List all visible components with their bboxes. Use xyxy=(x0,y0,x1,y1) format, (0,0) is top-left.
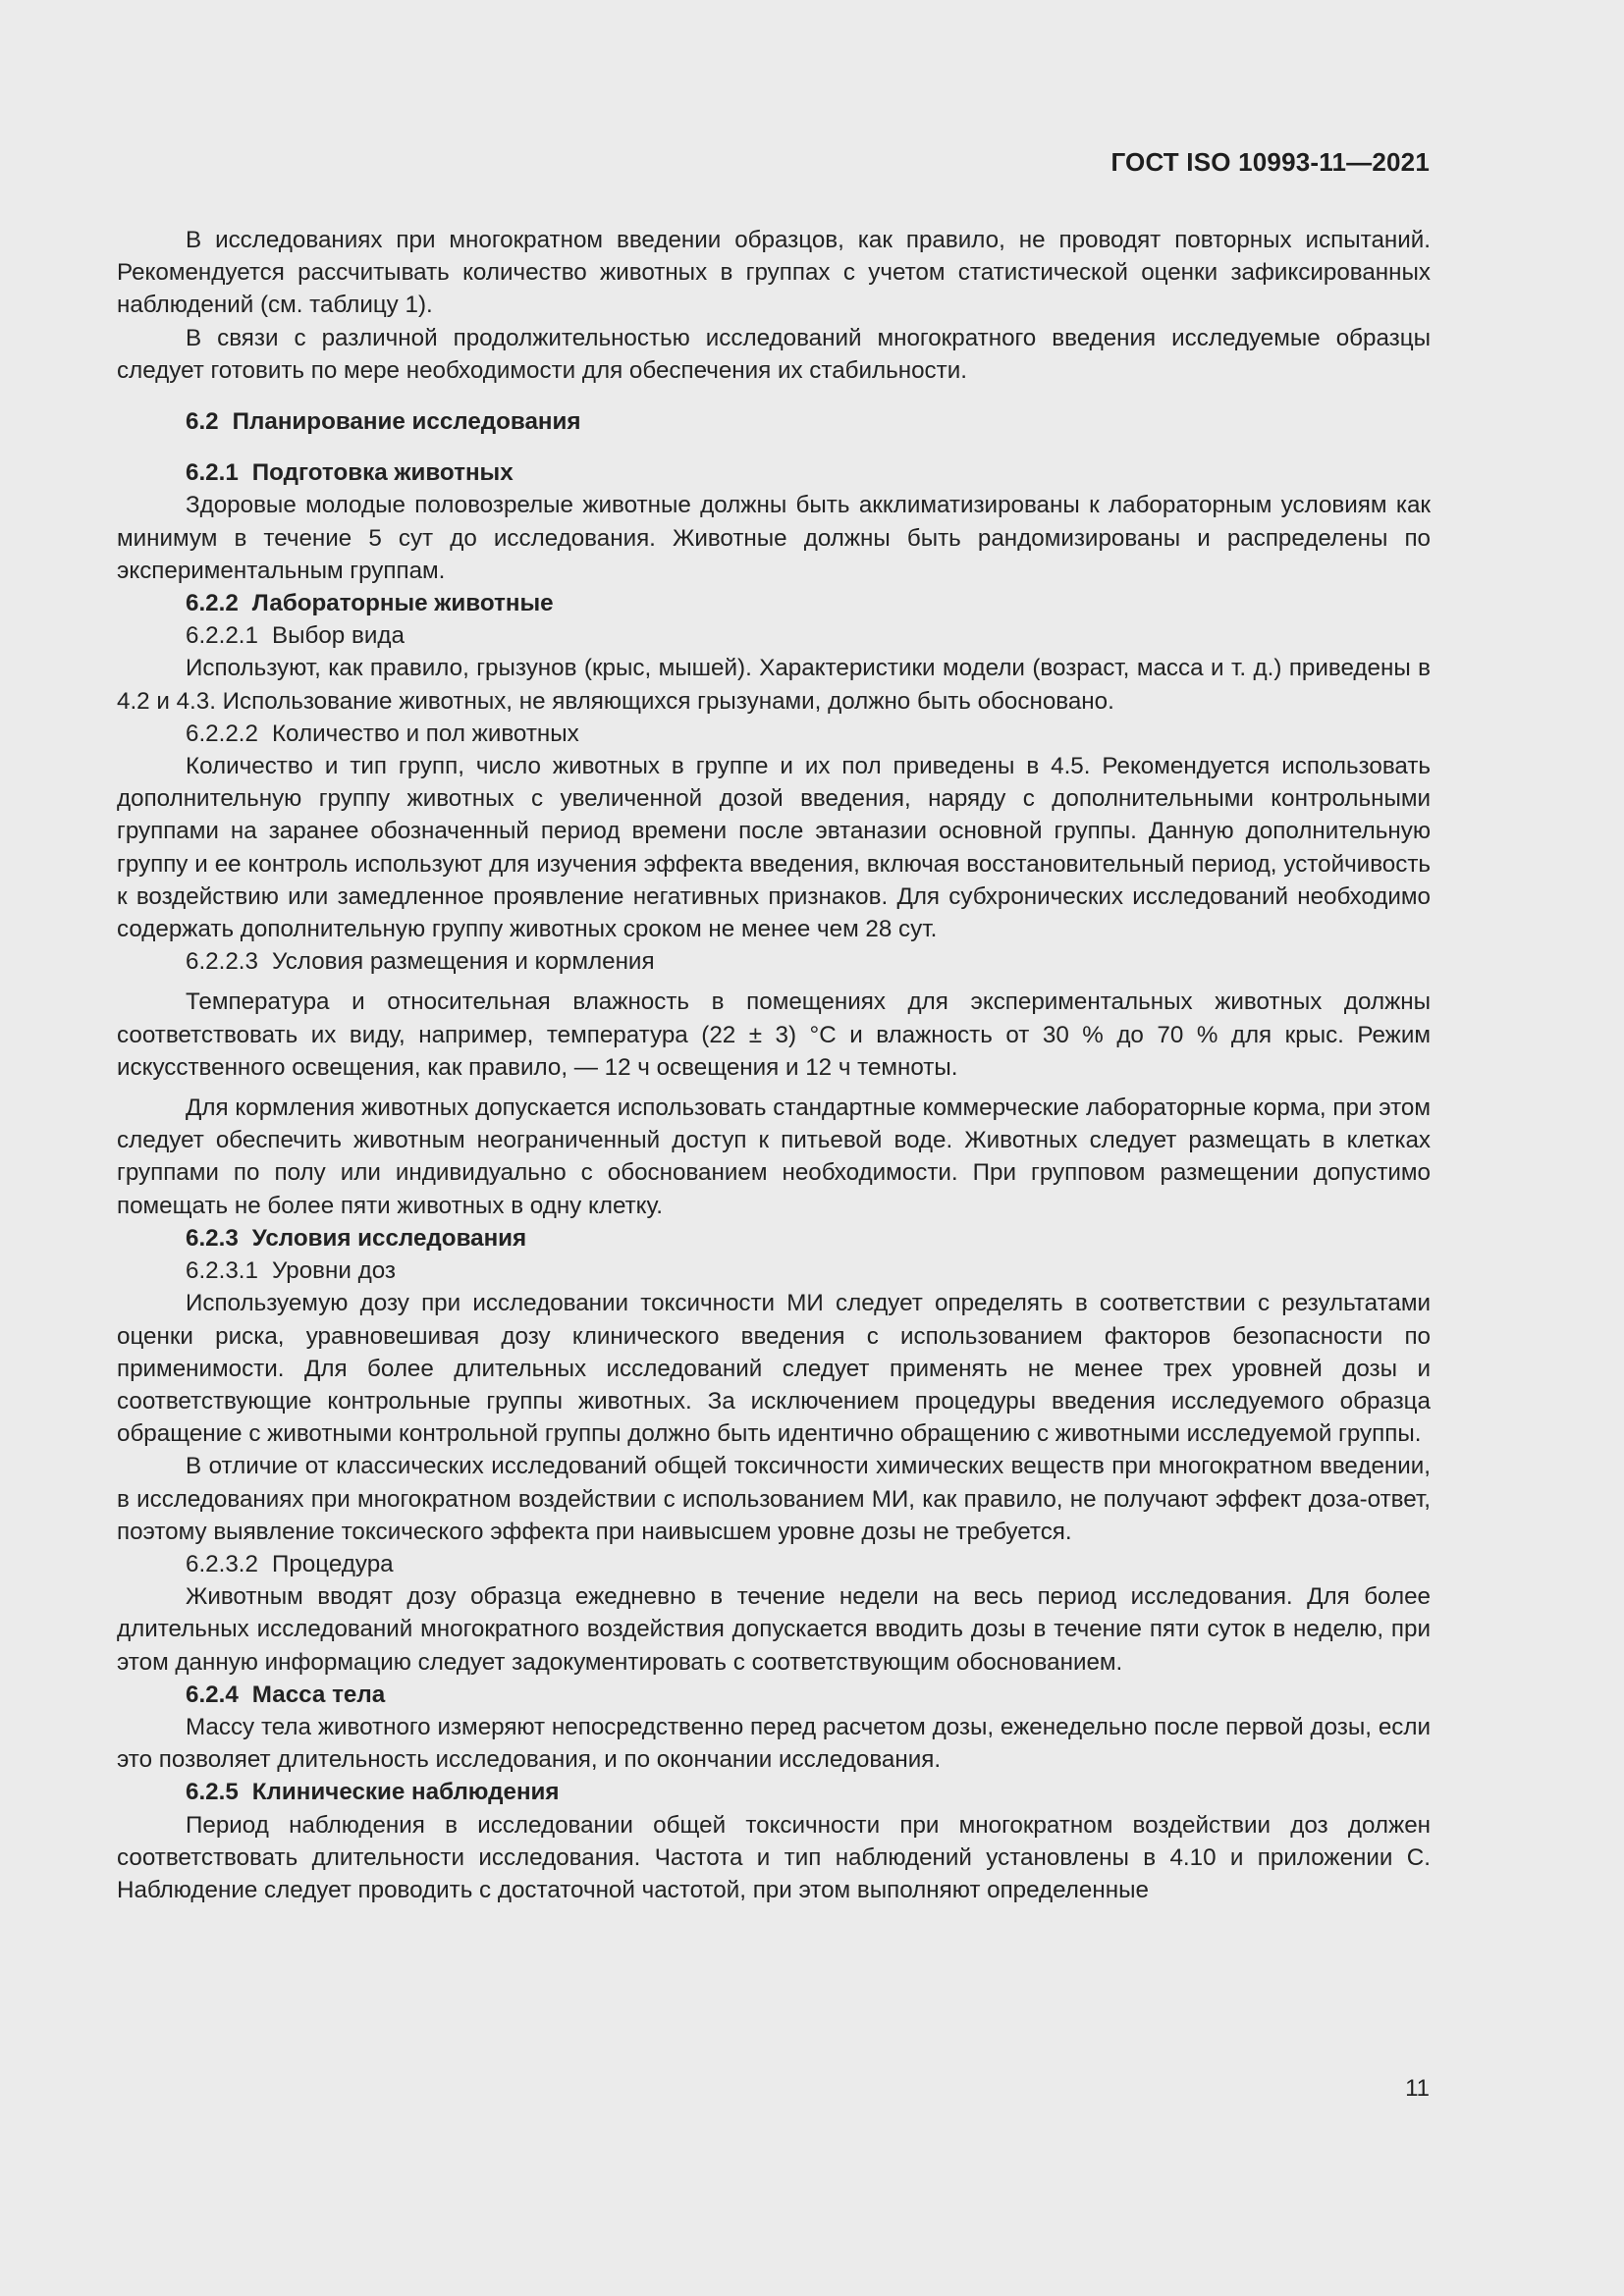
section-number: 6.2.5 xyxy=(186,1779,239,1806)
paragraph: Для кормления животных допускается использовать стандартные коммерческие лабораторные корма, при этом следует обеспечить животным неограниченный доступ к питьевой воде. Животных следует размещать в клетках группами по полу или индивидуально с обоснованием необходимости. При групповом размещении допустимо помещать не более пяти животных в одну клетку. xyxy=(117,1095,1431,1219)
subsection-number: 6.2.2.3 xyxy=(186,948,258,976)
section-title: Клинические наблюдения xyxy=(251,1779,560,1806)
paragraph: В связи с различной продолжительностью исследований многократного введения исследуемые образцы следует готовить по мере необходимости для обеспечения их стабильности. xyxy=(117,324,1431,384)
paragraph: Период наблюдения в исследовании общей токсичности при многократном воздействии доз должен соответствовать длительности исследования. Частота и тип наблюдений установлены в 4.10 и приложении С. Наблюдение следует проводить с достаточной частотой, при этом выполняют определенные xyxy=(117,1811,1431,1903)
subsection-number: 6.2.3.1 xyxy=(186,1257,258,1285)
subsection-heading-6-2-2-1 xyxy=(117,619,1431,652)
section-heading-6-2-5 xyxy=(117,1776,1431,1808)
document-body xyxy=(117,224,1431,1906)
paragraph: Температура и относительная влажность в помещениях для экспериментальных животных должны соответствовать их виду, например, температура (22 ± 3) °С и влажность от 30 % до 70 % для крыс. Режим искусственного освещения, как правило, — 12 ч освещения и 12 ч темноты. xyxy=(117,988,1431,1081)
paragraph: В исследованиях при многократном введении образцов, как правило, не проводят повторных испытаний. Рекомендуется рассчитывать количество животных в группах с учетом статистической оценки зафиксированных наблюдений (см. таблицу 1). xyxy=(117,227,1431,319)
paragraph: В отличие от классических исследований общей токсичности химических веществ при многократном введении, в исследованиях при многократном воздействии с использованием МИ, как правило, не получают эффект доза-ответ, поэтому выявление токсического эффекта при наивысшем уровне дозы не требуется. xyxy=(117,1453,1431,1545)
paragraph: Животным вводят дозу образца ежедневно в течение недели на весь период исследования. Для более длительных исследований многократного воздействия допускается вводить дозы в течение пяти суток в неделю, при этом данную информацию следует задокументировать с соответствующим обоснованием. xyxy=(117,1583,1431,1676)
section-title: Подготовка животных xyxy=(251,459,514,487)
paragraph: Здоровые молодые половозрелые животные должны быть акклиматизированы к лабораторным условиям как минимум в течение 5 сут до исследования. Животные должны быть рандомизированы и распределены по экспериментальным группам. xyxy=(117,492,1431,584)
subsection-heading-6-2-2-2 xyxy=(117,718,1431,750)
subsection-title: Условия размещения и кормления xyxy=(271,948,655,976)
subsection-number: 6.2.2.2 xyxy=(186,720,258,747)
section-number: 6.2.2 xyxy=(186,590,239,617)
subsection-heading-6-2-2-3 xyxy=(117,945,1431,978)
section-heading-6-2-4 xyxy=(117,1679,1431,1711)
section-title: Лабораторные животные xyxy=(251,590,554,617)
paragraph: Количество и тип групп, число животных в группе и их пол приведены в 4.5. Рекомендуется использовать дополнительную группу животных с увеличенной дозой введения, наряду с дополнительными контрольными группами на заранее обозначенный период времени после эвтаназии основной группы. Данную дополнительную группу и ее контроль используют для изучения эффекта введения, включая восстановительный период, устойчивость к воздействию или замедленное проявление негативных признаков. Для субхронических исследований необходимо содержать дополнительную группу животных сроком не менее чем 28 сут. xyxy=(117,753,1431,943)
section-heading-6-2-3 xyxy=(117,1222,1431,1255)
paragraph: Используемую дозу при исследовании токсичности МИ следует определять в соответствии с результатами оценки риска, уравновешивая дозу клинического введения с использованием факторов безопасности по применимости. Для более длительных исследований следует применять не менее трех уровней дозы и соответствующие контрольные группы животных. За исключением процедуры введения исследуемого образца обращение с животными контрольной группы должно быть идентично обращению с животными исследуемой группы. xyxy=(117,1290,1431,1448)
section-number: 6.2.1 xyxy=(186,459,239,487)
page-number: 11 xyxy=(1405,2075,1430,2102)
subsection-title: Уровни доз xyxy=(271,1257,396,1285)
subsection-heading-6-2-3-2 xyxy=(117,1548,1431,1580)
section-number: 6.2.4 xyxy=(186,1681,239,1708)
section-heading-6-2-2 xyxy=(117,587,1431,619)
paragraph: Используют, как правило, грызунов (крыс, мышей). Характеристики модели (возраст, масса и т. д.) приведены в 4.2 и 4.3. Использование животных, не являющихся грызунами, должно быть обосновано. xyxy=(117,655,1431,715)
subsection-title: Выбор вида xyxy=(271,622,405,650)
paragraph: Массу тела животного измеряют непосредственно перед расчетом дозы, еженедельно после первой дозы, если это позволяет длительность исследования, и по окончании исследования. xyxy=(117,1713,1431,1774)
section-heading-6-2-1 xyxy=(117,456,1431,489)
subsection-heading-6-2-3-1 xyxy=(117,1255,1431,1287)
section-title: Условия исследования xyxy=(251,1224,527,1252)
document-code-header: ГОСТ ISO 10993-11—2021 xyxy=(1110,147,1430,177)
section-title: Масса тела xyxy=(251,1681,386,1708)
subsection-number: 6.2.3.2 xyxy=(186,1550,258,1577)
section-number: 6.2 xyxy=(186,408,219,436)
subsection-title: Количество и пол животных xyxy=(271,720,579,747)
section-title: Планирование исследования xyxy=(232,408,581,436)
section-number: 6.2.3 xyxy=(186,1224,239,1252)
subsection-title: Процедура xyxy=(271,1550,394,1577)
section-heading-6-2 xyxy=(117,405,1431,438)
subsection-number: 6.2.2.1 xyxy=(186,622,258,650)
